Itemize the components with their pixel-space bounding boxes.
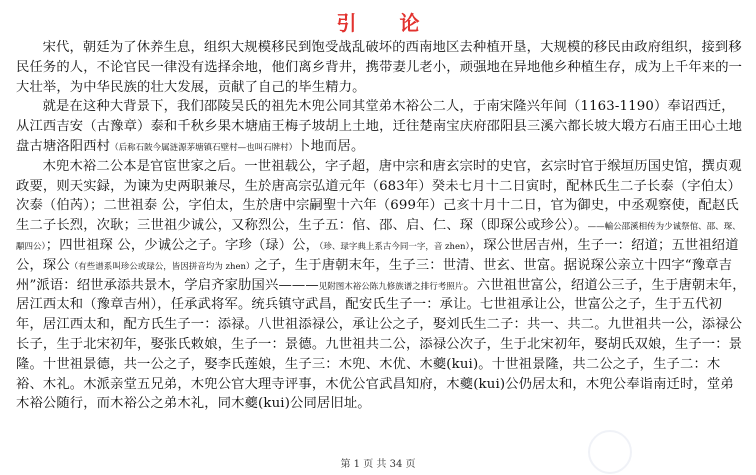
annotation-note: ——輸公邵溪相传为少诚祭倌、邵、琛、顒四公） [16,222,741,252]
paragraph-text: 卜地而居。 [297,138,365,154]
document-body [16,38,746,414]
annotation-note: （有些谱系叫珍公或琭公，皆因拼音均为 zhen） [69,261,255,272]
annotation-note: （珍、琭字典上系古今同一字，音 zhen） [319,241,470,252]
paragraph-text: ，琛公世居吉州，生子一：绍道；五世祖绍道公，琛公 [16,237,739,273]
paragraph-text: 之子，生于唐朝末年，生子三：世清、世玄、世富。据说琛公亲立十四字“豫章吉州”派语：绍世承添共景木，学启齐家肋国兴——— [16,257,733,293]
page-number: 第 1 页 共 34 页 [340,459,416,470]
paragraph-genealogy [16,157,746,414]
paragraph-intro: 宋代，朝廷为了休养生息，组织大规模移民到饱受战乱破坏的西南地区去种植开垦，大规模的移民由政府组织，接到移民任务的人，不论官民一律没有选择余地，他们离乡背井，携带妻儿老小，顽强地在异地他乡种植生存，成为上千年来的一大壮举，为中华民族的壮大发展，贡献了自己的毕生精力。 [16,40,743,95]
paragraph-text: 。六世祖世富公，绍道公三子，生于唐朝末年，居江西太和（豫章吉州），任承武将军。统兵镇守武昌，配安氏生子一：承让。七世祖承让公，世富公之子，生于五代初年，居江西太和，配方氏生子一：添禄。八世祖添禄公，承让公之子，娶刘氏生二子：共一、共二。九世祖共一公，添禄公长子，生于北宋初年，娶张氏敕娘，生子一：景德。九世祖共二公，添禄公次子，生于北宋初年，娶胡氏双娘，生子一：景隆。十世祖景德，共一公之子，娶李氏莲娘，生子三：木兜、木优、木夔(kui)。十世祖景隆，共二公之子，生子二：木裕、木礼。木派亲堂五兄弟，木兜公官大理寺评事，木优公官武昌知府，木夔(kui)公仍居太和，木兜公奉诣南迁时，堂弟木裕公随行，而木裕公之弟木礼，同木夔(kui)公同居旧址。 [16,277,746,412]
paragraph-text: 就是在这种大背景下，我们邵陵吴氏的祖先木兜公同其堂弟木裕公二人，于南宋隆兴年间（1163-1190）奉诏西迁，从江西吉安（古豫章）泰和千秋乡果木塘庙王梅子坡胡上土地，迁往楚南宝庆府邵阳县三溪六都长坡大塅方石庙王田心土地盘古塘洛阳西村 [16,99,743,154]
paragraph-text: 木兜木裕二公本是官宦世家之后。一世祖载公，字子超，唐中宗和唐玄宗时的史官，玄宗时官于缑垣历国史馆，撰贞观政要，则天实録，为谏为史两职兼尽，生於唐高宗弘道元年（683年）癸未七月十二日寅时，配林氏生二子长泰（字伯太）次泰（伯芮）；二世祖泰 公，字伯太，生於唐中宗嗣聖十六年（699年）己亥十月十二日，官为御史，中丞观察使，配赵氏生二子长烈，次耿；三世祖少诚公，又称烈公，生子五：倌、邵、启、仁、琛（即琛公或珍公）。 [16,158,742,234]
annotation-note: 见附图木裕公陈九修族谱之排行考照片 [318,281,464,292]
annotation-note: （后称石陂今属涟源茅塘镇石壁村—也叫石牌村） [110,142,298,153]
paragraph-migration [16,97,746,156]
page-title: 引 论 [336,11,438,35]
paragraph-text: ；四世祖琛 公，少诚公之子。字珍（琭）公， [45,237,320,253]
